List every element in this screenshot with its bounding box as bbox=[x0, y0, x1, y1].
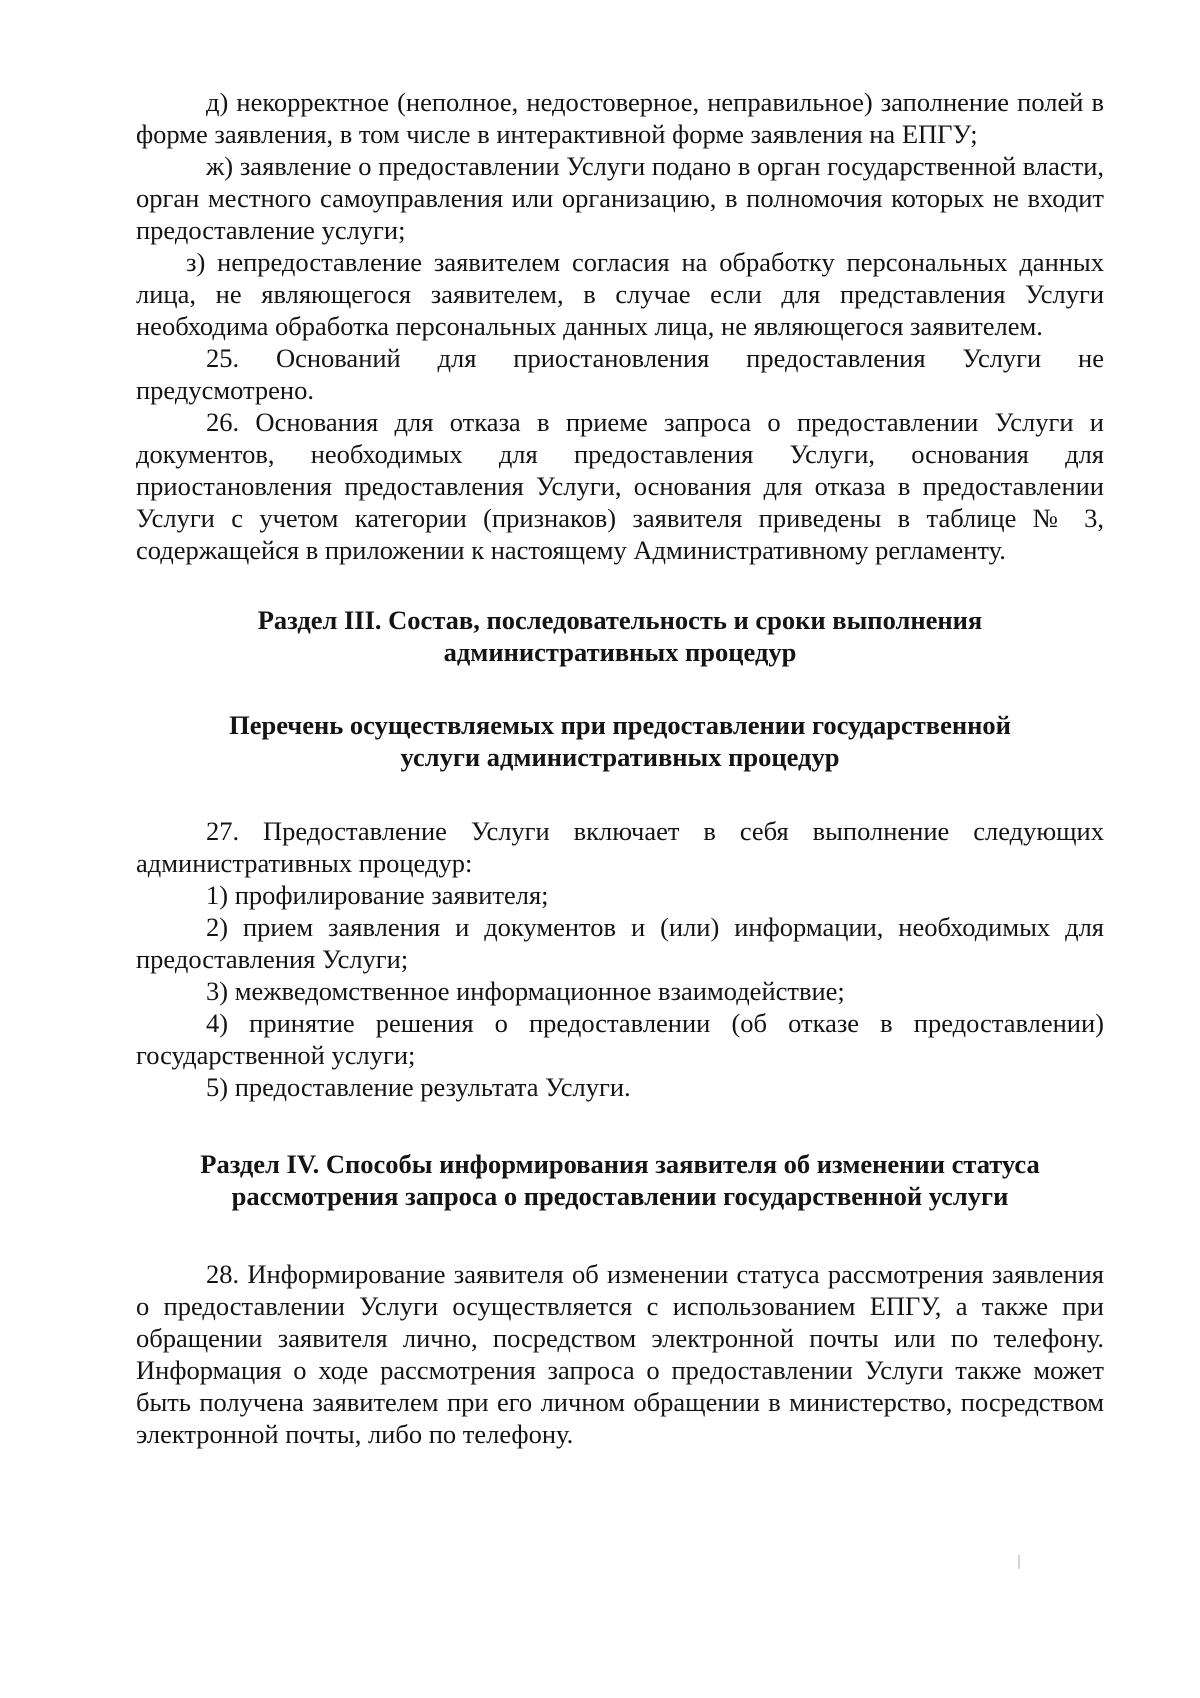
item-zh: ж) заявление о предоставлении Услуги подано в орган государственной власти, орган местного самоуправления или организацию, в полномочия которых не входит предоставление услуги; bbox=[136, 151, 1104, 245]
section-4-heading-line-2: рассмотрения запроса о предоставлении государственной услуги bbox=[231, 1181, 1009, 1211]
paragraph-26: 26. Основания для отказа в приеме запроса о предоставлении Услуги и документов, необходимых для предоставления Услуги, основания для приостановления предоставления Услуги, основания для отказа в предоставлении Услуги с учетом категории (признаков) заявителя приведены в таблице № 3, содержащейся в приложении к настоящему Административному регламенту. bbox=[136, 407, 1104, 565]
section-3-heading bbox=[136, 604, 1104, 668]
procedures-heading-line-1: Перечень осуществляемых при предоставлении государственной bbox=[229, 710, 1011, 740]
document-body bbox=[136, 86, 1104, 1450]
section-3-heading-line-1: Раздел III. Состав, последовательность и сроки выполнения bbox=[257, 605, 983, 635]
section-3-heading-line-2: административных процедур bbox=[443, 637, 797, 667]
procedure-step-2: 2) прием заявления и документов и (или) информации, необходимых для предоставления Услуги; bbox=[136, 912, 1104, 974]
procedure-step-5: 5) предоставление результата Услуги. bbox=[206, 1072, 631, 1102]
section-4-heading-line-1: Раздел IV. Способы информирования заявителя об изменении статуса bbox=[200, 1149, 1040, 1179]
item-z: з) непредоставление заявителем согласия на обработку персональных данных лица, не являющегося заявителем, в случае если для представления Услуги необходима обработка персональных данных лица, не являющегося заявителем. bbox=[136, 247, 1104, 341]
paragraph-28: 28. Информирование заявителя об изменении статуса рассмотрения заявления о предоставлении Услуги осуществляется с использованием ЕПГУ, а также при обращении заявителя лично, посредством электронной почты или по телефону. Информация о ходе рассмотрения запроса о предоставлении Услуги также может быть получена заявителем при его личном обращении в министерство, посредством электронной почты, либо по телефону. bbox=[136, 1259, 1104, 1449]
paragraph-27-intro: 27. Предоставление Услуги включает в себя выполнение следующих административных процедур: bbox=[136, 816, 1104, 878]
scan-mark bbox=[1018, 1555, 1020, 1569]
paragraph-25: 25. Оснований для приостановления предоставления Услуги не предусмотрено. bbox=[136, 343, 1104, 405]
procedure-step-1: 1) профилирование заявителя; bbox=[206, 880, 549, 910]
procedures-heading bbox=[136, 709, 1104, 773]
section-4-heading bbox=[136, 1148, 1104, 1212]
procedure-step-3: 3) межведомственное информационное взаимодействие; bbox=[206, 976, 845, 1006]
procedure-step-4: 4) принятие решения о предоставлении (об отказе в предоставлении) государственной услуги; bbox=[136, 1008, 1104, 1070]
item-d: д) некорректное (неполное, недостоверное, неправильное) заполнение полей в форме заявления, в том числе в интерактивной форме заявления на ЕПГУ; bbox=[136, 87, 1104, 149]
procedures-heading-line-2: услуги административных процедур bbox=[400, 742, 840, 772]
